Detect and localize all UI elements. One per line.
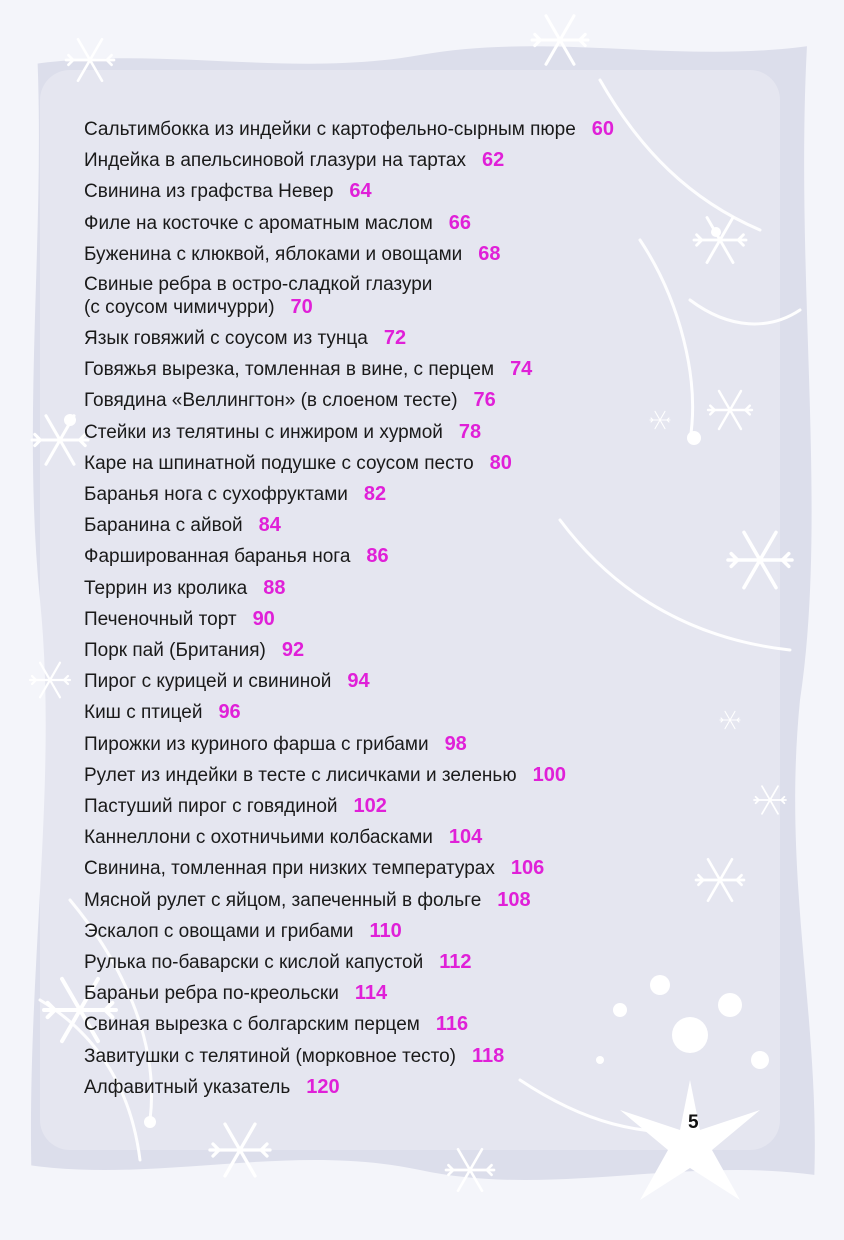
toc-entry-page: 62 <box>481 149 505 172</box>
toc-entry-page: 60 <box>591 118 615 140</box>
toc-entry-page: 114 <box>354 982 388 1005</box>
toc-entry[interactable] <box>84 354 784 385</box>
toc-entry-page: 68 <box>478 242 501 265</box>
toc-entry-title: Стейки из телятины с инжиром и хурмой <box>84 421 443 443</box>
toc-entry-title: Завитушки с телятиной (морковное тесто) <box>84 1045 457 1067</box>
toc-entry-title: Баранья нога с сухофруктами <box>84 484 348 506</box>
toc-entry[interactable] <box>84 885 784 916</box>
toc-entry-title: Мясной рулет с яйцом, запеченный в фольге <box>84 889 482 911</box>
toc-entry-title: Пастуший пирог с говядиной <box>84 796 338 818</box>
toc-entry-title: Пирожки из куриного фарша с грибами <box>84 733 429 755</box>
toc-entry-page: 76 <box>473 389 496 412</box>
toc-entry-title: Террин из кролика <box>84 577 248 599</box>
toc-entry-page: 86 <box>366 545 389 568</box>
toc-entry-title: Язык говяжий с соусом из тунца <box>84 328 368 350</box>
table-of-contents <box>84 114 784 1103</box>
toc-entry-title: Эскалоп с овощами и грибами <box>84 920 354 942</box>
toc-entry-page: 82 <box>363 483 387 506</box>
toc-entry-title: Печеночный торт <box>84 608 237 630</box>
toc-entry-page: 102 <box>353 795 387 818</box>
toc-entry[interactable] <box>84 510 784 541</box>
toc-entry-page: 80 <box>489 451 512 474</box>
toc-entry-title: Пирог с курицей и свининой <box>84 671 332 693</box>
page-number: 5 <box>688 1112 699 1133</box>
toc-entry[interactable] <box>84 729 784 760</box>
toc-entry[interactable] <box>84 822 784 853</box>
toc-entry-title: Рулет из индейки в тесте с лисичками и зеленью <box>84 764 517 786</box>
toc-entry-page: 100 <box>532 763 566 786</box>
toc-entry[interactable] <box>84 448 784 479</box>
toc-entry-title: Свиная вырезка с болгарским перцем <box>84 1014 420 1036</box>
toc-entry-page: 78 <box>458 420 482 443</box>
toc-entry-page: 94 <box>347 670 370 693</box>
toc-entry-page: 120 <box>306 1075 340 1098</box>
toc-entry-title: Сальтимбокка из индейки с картофельно-сырным пюре <box>84 119 576 140</box>
toc-entry-title: Баранина с айвой <box>84 515 243 537</box>
toc-entry-title-line1: Свиные ребра в остро-сладкой глазури <box>84 274 433 296</box>
toc-entry-page: 88 <box>263 576 286 599</box>
toc-entry-page: 64 <box>349 180 372 203</box>
toc-entry-page: 112 <box>439 951 472 974</box>
toc-entry-page: 70 <box>290 296 313 319</box>
toc-entry[interactable] <box>84 208 784 239</box>
toc-entry-page: 118 <box>472 1044 505 1067</box>
toc-entry[interactable] <box>84 760 784 791</box>
toc-entry-title: Говядина «Веллингтон» (в слоеном тесте) <box>84 390 458 412</box>
toc-entry-page: 98 <box>444 732 467 755</box>
toc-entry-title: Буженина с клюквой, яблоками и овощами <box>84 243 463 265</box>
toc-entry[interactable] <box>84 239 784 270</box>
toc-entry[interactable] <box>84 417 784 448</box>
toc-entry-page: 92 <box>281 639 305 662</box>
toc-entry-page: 66 <box>448 211 472 234</box>
toc-entry[interactable] <box>84 1041 784 1072</box>
toc-entry-page: 106 <box>510 857 545 880</box>
toc-entry[interactable] <box>84 323 784 354</box>
toc-entry[interactable] <box>84 479 784 510</box>
toc-entry[interactable] <box>84 635 784 666</box>
toc-entry-page: 104 <box>448 826 483 849</box>
toc-entry[interactable] <box>84 541 784 572</box>
toc-entry-page: 72 <box>383 327 407 350</box>
toc-entry-title: Каре на шпинатной подушке с соусом песто <box>84 452 474 474</box>
toc-entry-page: 96 <box>218 701 241 724</box>
toc-entry[interactable] <box>84 1009 784 1040</box>
toc-entry-page: 108 <box>497 888 531 911</box>
toc-entry[interactable] <box>84 947 784 978</box>
toc-entry-page: 84 <box>258 514 281 537</box>
toc-entry[interactable] <box>84 1072 784 1103</box>
toc-entry-title: Киш с птицей <box>84 702 203 724</box>
toc-entry-title: Индейка в апельсиновой глазури на тартах <box>84 150 466 172</box>
toc-entry-title: Порк пай (Британия) <box>84 640 266 662</box>
toc-entry[interactable] <box>84 385 784 416</box>
toc-entry-title: Алфавитный указатель <box>84 1076 291 1098</box>
toc-entry-title: Каннеллони с охотничьими колбасками <box>84 827 433 849</box>
toc-entry[interactable] <box>84 697 784 728</box>
toc-entry-title-line2: (с соусом чимичурри) <box>84 297 275 319</box>
toc-entry-title: Фаршированная баранья нога <box>84 546 351 568</box>
toc-entry-page: 116 <box>435 1013 469 1036</box>
toc-entry-title: Бараньи ребра по-креольски <box>84 983 339 1005</box>
toc-entry[interactable] <box>84 978 784 1009</box>
toc-entry[interactable] <box>84 853 784 884</box>
toc-entry-page: 74 <box>510 358 533 381</box>
toc-entry[interactable] <box>84 791 784 822</box>
toc-entry-title: Свинина из графства Невер <box>84 181 334 203</box>
toc-entry[interactable] <box>84 145 784 176</box>
toc-entry-page: 110 <box>369 919 402 942</box>
toc-entry[interactable] <box>84 114 784 145</box>
toc-entry-title: Рулька по-баварски с кислой капустой <box>84 952 424 974</box>
toc-entry[interactable] <box>84 666 784 697</box>
toc-entry[interactable] <box>84 573 784 604</box>
toc-entry-page: 90 <box>252 607 275 630</box>
toc-entry[interactable] <box>84 916 784 947</box>
toc-entry[interactable] <box>84 604 784 635</box>
toc-entry[interactable] <box>84 270 784 323</box>
toc-entry-title: Свинина, томленная при низких температурах <box>84 858 495 880</box>
toc-entry[interactable] <box>84 176 784 207</box>
toc-entry-title: Филе на косточке с ароматным маслом <box>84 212 433 234</box>
toc-entry-title: Говяжья вырезка, томленная в вине, с перцем <box>84 359 495 381</box>
